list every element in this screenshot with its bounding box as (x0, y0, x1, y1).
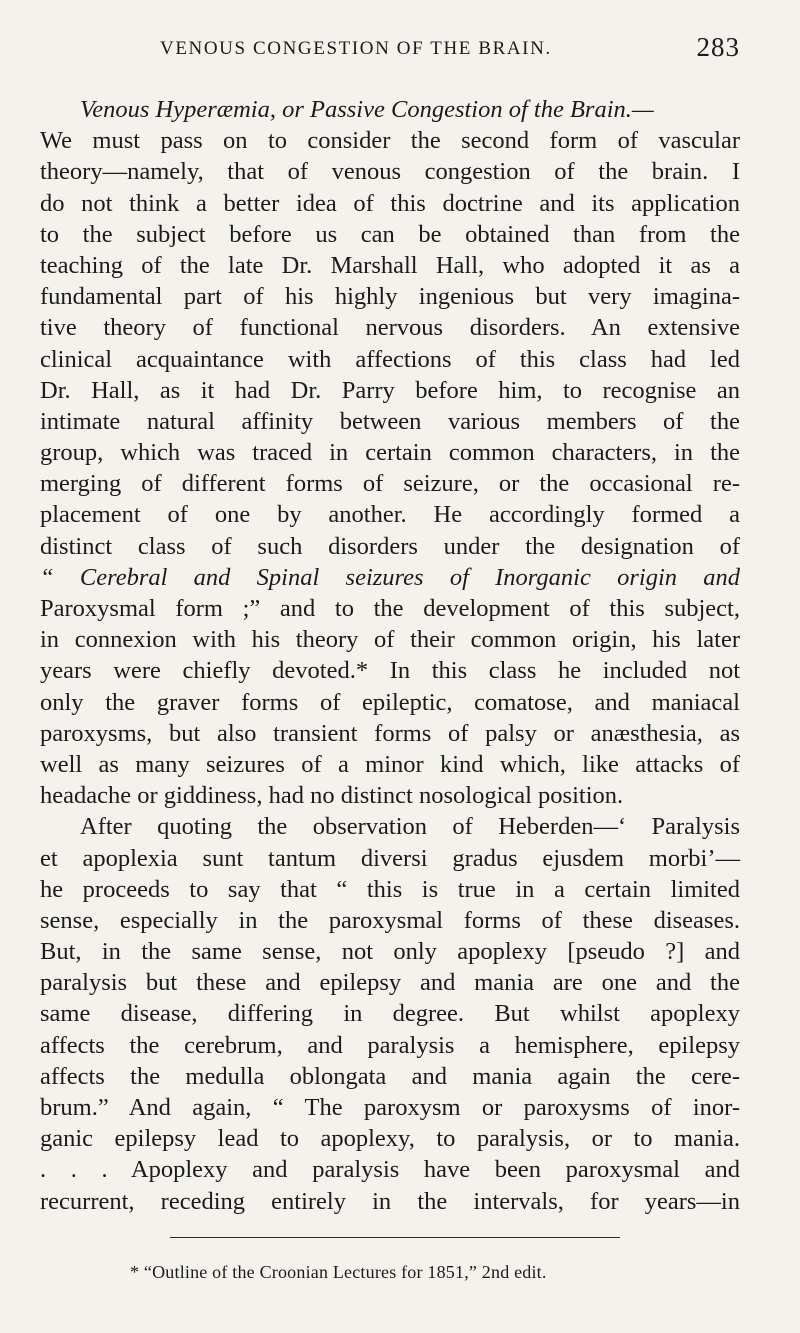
text-line: to the subject before us can be obtained than from the (40, 220, 740, 248)
text-line: group, which was traced in certain common characters, in the (40, 439, 740, 467)
text-line: ganic epilepsy lead to apoplexy, to paralysis, or to mania. (40, 1125, 740, 1153)
text-line: brum.” And again, “ The paroxysm or paroxysms of inor- (40, 1094, 740, 1121)
text-line: merging of different forms of seizure, or the occasional re- (40, 470, 740, 498)
text-line: theory—namely, that of venous congestion of the brain. I (40, 158, 740, 186)
text-line: et apoplexia sunt tantum diversi gradus ejusdem morbi’— (40, 844, 740, 872)
paragraph-start-line: After quoting the observation of Heberden—‘ Paralysis (80, 813, 740, 841)
text-line: distinct class of such disorders under the designation of (40, 532, 740, 560)
body-text (40, 94, 740, 1217)
text-line: . . . Apoplexy and paralysis have been paroxysmal and (40, 1156, 740, 1184)
section-heading-line: Venous Hyperæmia, or Passive Congestion of the Brain.— (80, 96, 654, 123)
text-line: same disease, differing in degree. But whilst apoplexy (40, 1000, 740, 1028)
text-line: headache or giddiness, had no distinct nosological position. (40, 782, 624, 810)
text-line: Dr. Hall, as it had Dr. Parry before him, to recognise an (40, 376, 740, 404)
text-line: teaching of the late Dr. Marshall Hall, who adopted it as a (40, 251, 740, 279)
text-line: placement of one by another. He accordingly formed a (40, 501, 740, 529)
text-line: he proceeds to say that “ this is true in a certain limited (40, 875, 740, 903)
text-line: clinical acquaintance with affections of this class had led (40, 345, 740, 373)
text-line: We must pass on to consider the second form of vascular (40, 127, 740, 155)
text-line: in connexion with his theory of their common origin, his later (40, 626, 740, 654)
footnote-divider (170, 1237, 620, 1238)
text-line: do not think a better idea of this doctrine and its application (40, 189, 740, 217)
text-line: But, in the same sense, not only apoplexy [pseudo ?] and (40, 938, 740, 966)
text-line: well as many seizures of a minor kind which, like attacks of (40, 750, 740, 778)
page-number: 283 (696, 32, 740, 62)
text-line: Paroxysmal form ;” and to the development of this subject, (40, 595, 740, 622)
text-line: fundamental part of his highly ingenious but very imagina- (40, 283, 740, 311)
text-line: paroxysms, but also transient forms of palsy or anæsthesia, as (40, 719, 740, 747)
running-title: VENOUS CONGESTION OF THE BRAIN. (160, 38, 552, 59)
text-line: years were chiefly devoted.* In this class he included not (40, 657, 740, 685)
footnote: * “Outline of the Croonian Lectures for 1851,” 2nd edit. (130, 1262, 547, 1282)
text-line: affects the medulla oblongata and mania again the cere- (40, 1062, 740, 1090)
text-line: recurrent, receding entirely in the intervals, for years—in (40, 1187, 740, 1215)
text-line: tive theory of functional nervous disorders. An extensive (40, 314, 740, 342)
text-line: paralysis but these and epilepsy and mania are one and the (40, 969, 740, 997)
text-line: affects the cerebrum, and paralysis a hemisphere, epilepsy (40, 1031, 740, 1059)
text-line: intimate natural affinity between various members of the (40, 407, 740, 435)
text-line: “ Cerebral and Spinal seizures of Inorganic origin and (40, 563, 740, 591)
page-header (40, 32, 740, 68)
text-line: only the graver forms of epileptic, comatose, and maniacal (40, 688, 740, 716)
text-line: sense, especially in the paroxysmal forms of these diseases. (40, 906, 740, 934)
